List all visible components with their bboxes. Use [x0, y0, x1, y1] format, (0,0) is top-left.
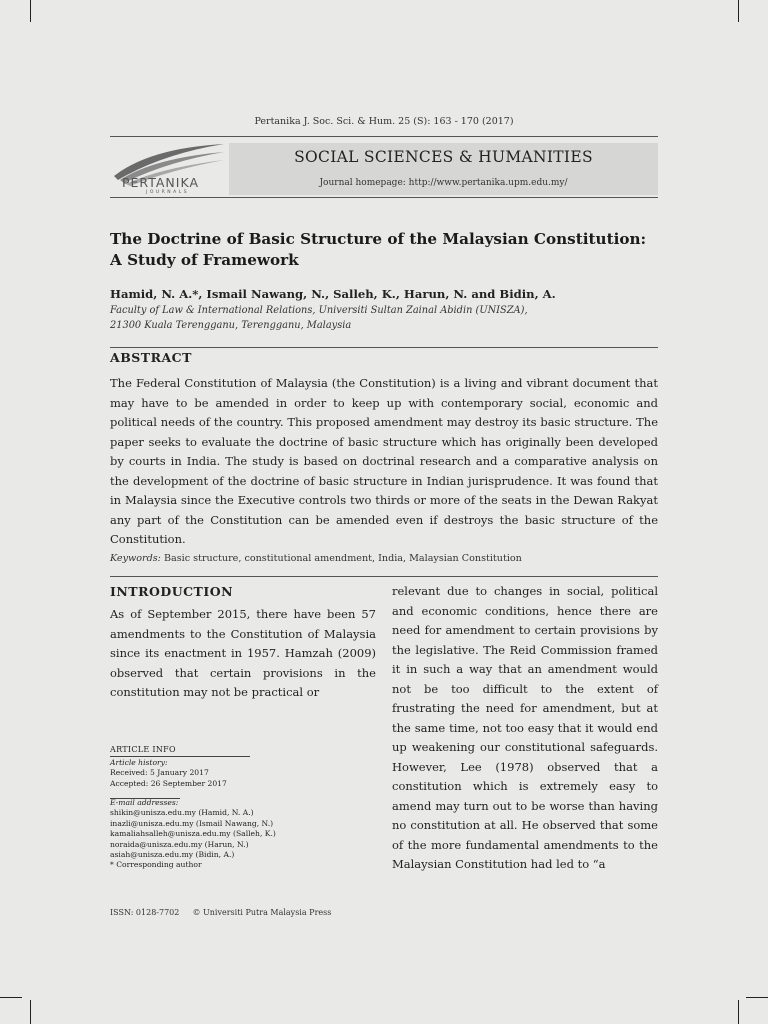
- introduction-heading: INTRODUCTION: [110, 584, 234, 599]
- title-line: The Doctrine of Basic Structure of the Malaysian Constitution:: [110, 230, 647, 248]
- logo-text: PERTANIKA: [122, 175, 199, 190]
- publisher: © Universiti Putra Malaysia Press: [192, 908, 332, 917]
- history-label: Article history:: [110, 758, 168, 767]
- intro-left-column: As of September 2015, there have been 57 amendments to the Constitution of Malaysia since its enactment in 1957. Hamzah (2009) observed that certain provisions in the constitution may not be practical or: [110, 607, 376, 700]
- divider: [110, 756, 250, 757]
- email-item: shikin@unisza.edu.my (Hamid, N. A.): [110, 808, 254, 818]
- crop-mark: [738, 1000, 739, 1024]
- pertanika-logo: [110, 140, 228, 196]
- article-history: [110, 758, 227, 789]
- divider: [110, 347, 658, 348]
- email-item: inazli@unisza.edu.my (Ismail Nawang, N.): [110, 818, 274, 828]
- affiliation-line: Faculty of Law & International Relations, Universiti Sultan Zainal Abidin (UNISZA),: [110, 305, 528, 316]
- title-line: A Study of Framework: [110, 251, 299, 269]
- keywords: [110, 553, 658, 564]
- crop-mark: [738, 0, 739, 22]
- article-info-heading: ARTICLE INFO: [110, 745, 176, 754]
- crop-mark: [746, 997, 768, 998]
- received-date: Received: 5 January 2017: [110, 768, 209, 778]
- crop-mark: [30, 0, 31, 22]
- journal-citation: Pertanika J. Soc. Sci. & Hum. 25 (S): 163 - 170 (2017): [254, 116, 514, 127]
- abstract-text: The Federal Constitution of Malaysia (the Constitution) is a living and vibrant document that may have to be amended in order to keep up with contemporary social, economic and political needs of the country. This proposed amendment may destroy its basic structure. The paper seeks to evaluate the doctrine of basic structure which has originally been developed by courts in India. The study is based on doctrinal research and a comparative analysis on the development of the doctrine of basic structure in Indian jurisprudence. It was found that in Malaysia since the Executive controls two thirds or more of the seats in the Dewan Rakyat any part of the Constitution can be amended even if destroys the basic structure of the Constitution.: [110, 376, 658, 546]
- issn-footer: [110, 908, 331, 917]
- keywords-text: Basic structure, constitutional amendment, India, Malaysian Constitution: [163, 553, 522, 564]
- abstract-heading: ABSTRACT: [110, 350, 192, 365]
- crop-mark: [0, 997, 22, 998]
- email-item: noraida@unisza.edu.my (Harun, N.): [110, 839, 249, 849]
- divider: [110, 136, 658, 137]
- email-item: asiah@unisza.edu.my (Bidin, A.): [110, 850, 235, 860]
- logo-subtext: JOURNALS: [146, 190, 190, 195]
- journal-title: SOCIAL SCIENCES & HUMANITIES: [294, 148, 593, 166]
- accepted-date: Accepted: 26 September 2017: [110, 778, 227, 788]
- affiliation: [110, 304, 658, 333]
- keywords-label: Keywords:: [110, 553, 161, 564]
- divider: [110, 197, 658, 198]
- email-addresses: [110, 798, 276, 871]
- divider: [110, 576, 658, 577]
- issn: ISSN: 0128-7702: [110, 908, 180, 917]
- intro-right-column: relevant due to changes in social, political and economic conditions, hence there are need for amendment to certain provisions by the legislative. The Reid Commission framed it in such a way that an amendment would not be too difficult to the extent of frustrating the need for amendment, but at the same time, not too easy that it would end up weakening our constitutional safeguards. However, Lee (1978) observed that a constitution which is extremely easy to amend may turn out to be worse than having no constitution at all. He observed that some of the more fundamental amendments to the Malaysian Constitution had led to “a: [392, 584, 658, 871]
- affiliation-line: 21300 Kuala Terengganu, Terengganu, Malaysia: [110, 319, 352, 331]
- email-item: kamaliahsalleh@unisza.edu.my (Salleh, K.): [110, 829, 276, 839]
- author-list: Hamid, N. A.*, Ismail Nawang, N., Salleh, K., Harun, N. and Bidin, A.: [110, 287, 556, 301]
- crop-mark: [30, 1000, 31, 1024]
- email-label: E-mail addresses:: [110, 798, 179, 807]
- paper-title: [110, 229, 658, 271]
- journal-homepage: Journal homepage: http://www.pertanika.upm.edu.my/: [319, 178, 568, 188]
- corresponding-author: * Corresponding author: [110, 860, 202, 870]
